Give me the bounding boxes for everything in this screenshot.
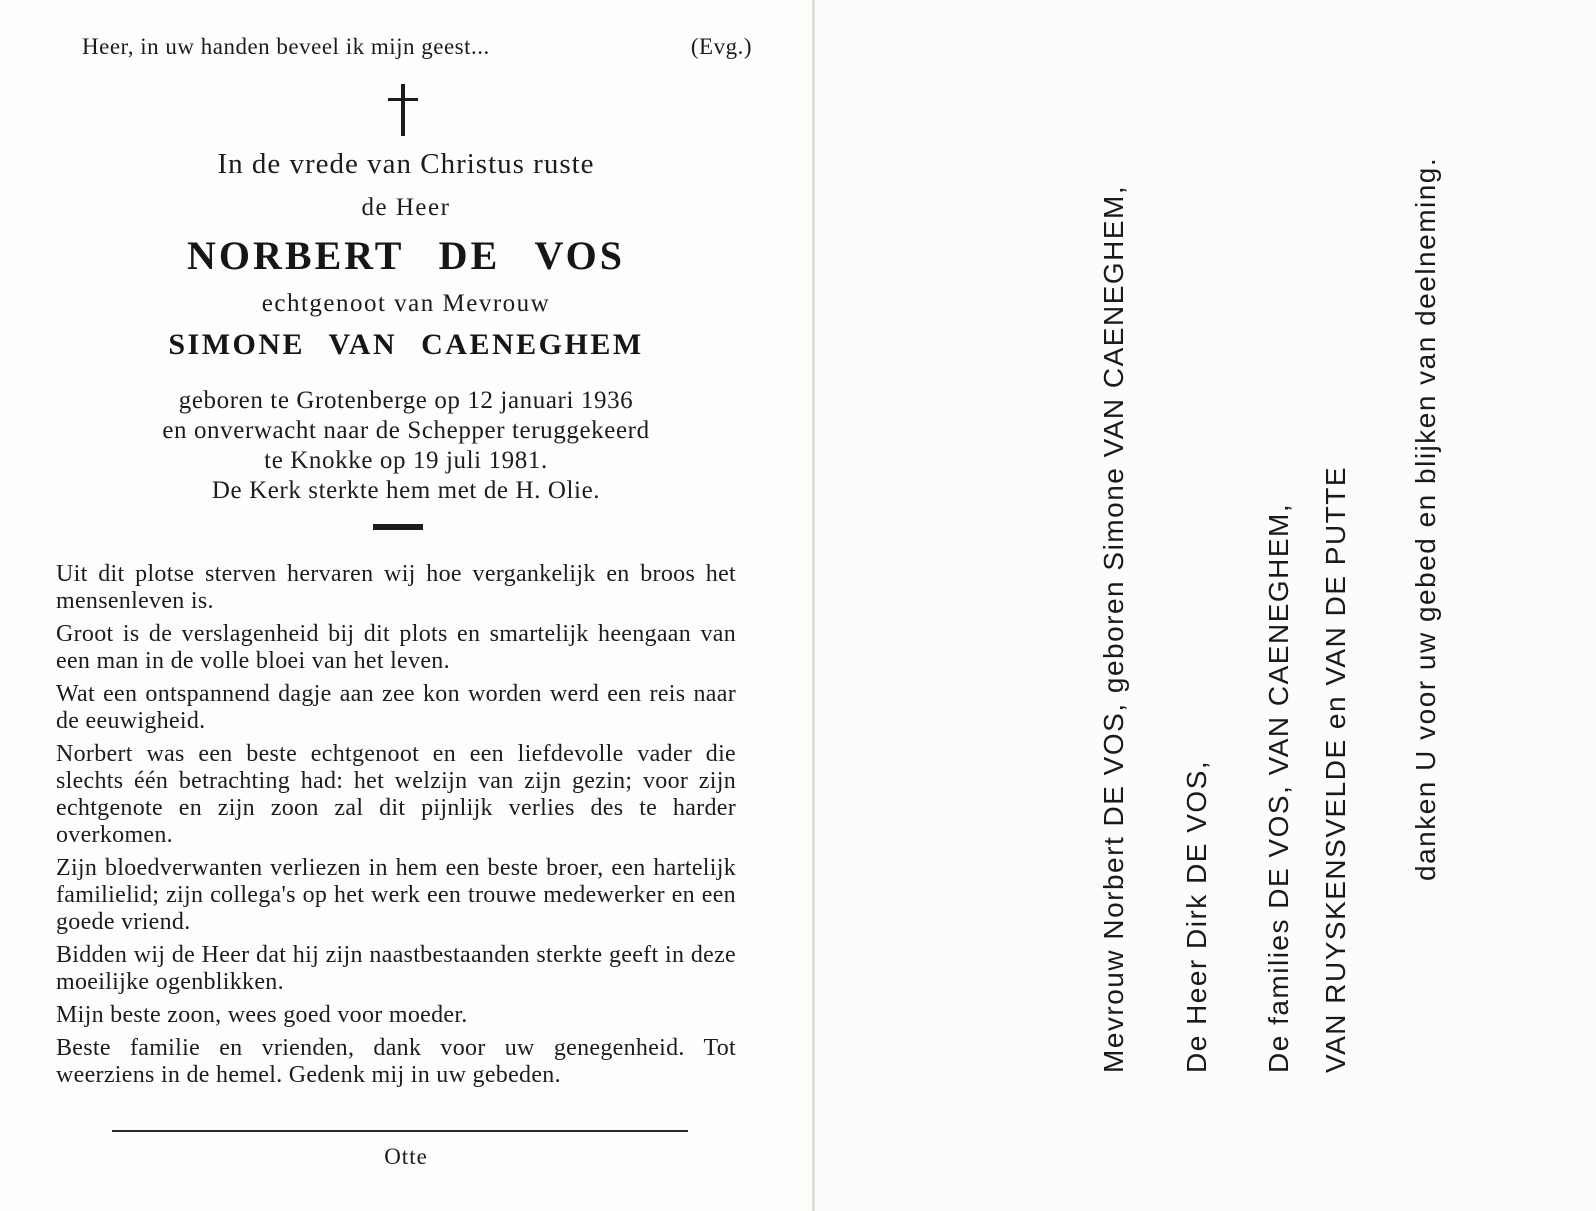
sacrament-line: De Kerk sterkte hem met de H. Olie. — [211, 477, 601, 504]
spouse-name: SIMONE VAN CAENEGHEM — [168, 328, 644, 361]
thanks-line-families-2: VAN RUYSKENSVELDE en VAN DE PUTTE — [1320, 465, 1351, 1073]
motto-source: (Evg.) — [690, 34, 752, 59]
scripture-motto — [82, 34, 752, 60]
thanks-line-widow: Mevrouw Norbert DE VOS, geboren Simone VAN CAENEGHEM, — [1098, 184, 1129, 1073]
death-line-1: en onverwacht naar de Schepper teruggekeerd — [162, 417, 650, 444]
motto-text: Heer, in uw handen beveel ik mijn geest... — [82, 34, 490, 59]
cross-icon — [388, 84, 418, 136]
paragraph: Uit dit plotse sterven hervaren wij hoe vergankelijk en broos het mensenleven is. — [56, 561, 736, 614]
deceased-name: NORBERT DE VOS — [187, 233, 625, 278]
paragraph: Bidden wij de Heer dat hij zijn naastbestaanden sterkte geeft in deze moeilijke ogenblikken. — [56, 942, 736, 995]
paragraph: Wat een ontspannend dagje aan zee kon worden werd een reis naar de eeuwigheid. — [56, 681, 736, 734]
memorial-card-back — [815, 0, 1596, 1211]
intro-line: In de vrede van Christus ruste — [217, 148, 595, 180]
printer-name: Otte — [384, 1144, 428, 1169]
divider-dash — [373, 524, 423, 530]
paragraph: Groot is de verslagenheid bij dit plots en smartelijk heengaan van een man in de volle bloei van het leven. — [56, 621, 736, 674]
relation-line: echtgenoot van Mevrouw — [261, 290, 551, 317]
thanks-line-son: De Heer Dirk DE VOS, — [1181, 759, 1212, 1073]
birth-line: geboren te Grotenberge op 12 januari 1936 — [178, 387, 634, 414]
thanks-closing: danken U voor uw gebed en blijken van deelneming. — [1410, 156, 1441, 881]
life-dates — [0, 386, 812, 506]
paragraph: Beste familie en vrienden, dank voor uw genegenheid. Tot weerziens in de hemel. Gedenk mij in uw gebeden. — [56, 1035, 736, 1088]
paragraph: Zijn bloedverwanten verliezen in hem een beste broer, een hartelijk familielid; zijn collega's op het werk een trouwe medewerker en een goede vriend. — [56, 855, 736, 935]
paragraph: Mijn beste zoon, wees goed voor moeder. — [56, 1002, 468, 1028]
memorial-text — [56, 561, 736, 1095]
title-line: de Heer — [361, 194, 451, 221]
thanks-line-families: De families DE VOS, VAN CAENEGHEM, — [1263, 502, 1294, 1073]
footer-rule — [112, 1130, 688, 1132]
death-line-2: te Knokke op 19 juli 1981. — [264, 447, 548, 474]
paragraph: Norbert was een beste echtgenoot en een liefdevolle vader die slechts één betrachting had: het welzijn van zijn gezin; voor zijn echtgenote en zijn zoon zal dit pijnlijk verlies des te harder overkomen. — [56, 741, 736, 848]
